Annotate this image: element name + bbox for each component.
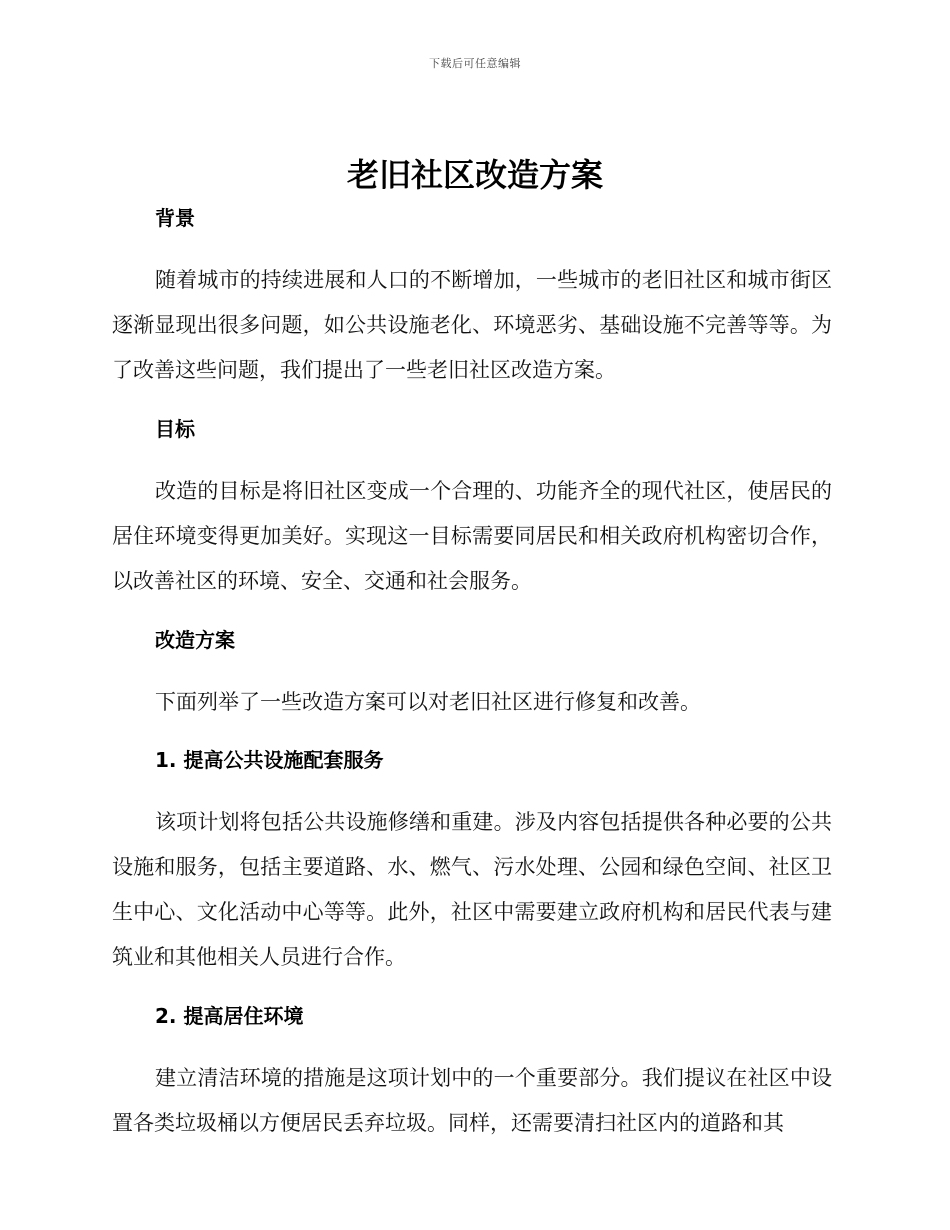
paragraph-item-2: 建立清洁环境的措施是这项计划中的一个重要部分。我们提议在社区中设置各类垃圾桶以方便居民丢弃垃圾。同样，还需要清扫社区内的道路和其	[112, 1066, 832, 1135]
heading-plan: 改造方案	[155, 628, 235, 652]
document-body	[112, 204, 832, 1146]
paragraph-goal: 改造的目标是将旧社区变成一个合理的、功能齐全的现代社区，使居民的居住环境变得更加美好。实现这一目标需要同居民和相关政府机构密切合作，以改善社区的环境、安全、交通和社会服务。	[112, 479, 832, 593]
heading-goal: 目标	[155, 417, 195, 441]
document-title: 老旧社区改造方案	[346, 156, 603, 194]
paragraph-background: 随着城市的持续进展和人口的不断增加，一些城市的老旧社区和城市街区逐渐显现出很多问题，如公共设施老化、环境恶劣、基础设施不完善等等。为了改善这些问题，我们提出了一些老旧社区改造方案。	[112, 268, 832, 382]
heading-background: 背景	[155, 206, 195, 230]
heading-item-1: 1. 提高公共设施配套服务	[155, 748, 384, 772]
heading-item-2: 2. 提高居住环境	[155, 1004, 304, 1028]
paragraph-plan-intro: 下面列举了一些改造方案可以对老旧社区进行修复和改善。	[155, 690, 701, 714]
page-header-note: 下载后可任意编辑	[429, 57, 521, 70]
paragraph-item-1: 该项计划将包括公共设施修缮和重建。涉及内容包括提供各种必要的公共设施和服务，包括主要道路、水、燃气、污水处理、公园和绿色空间、社区卫生中心、文化活动中心等等。此外，社区中需要建立政府机构和居民代表与建筑业和其他相关人员进行合作。	[112, 810, 832, 969]
